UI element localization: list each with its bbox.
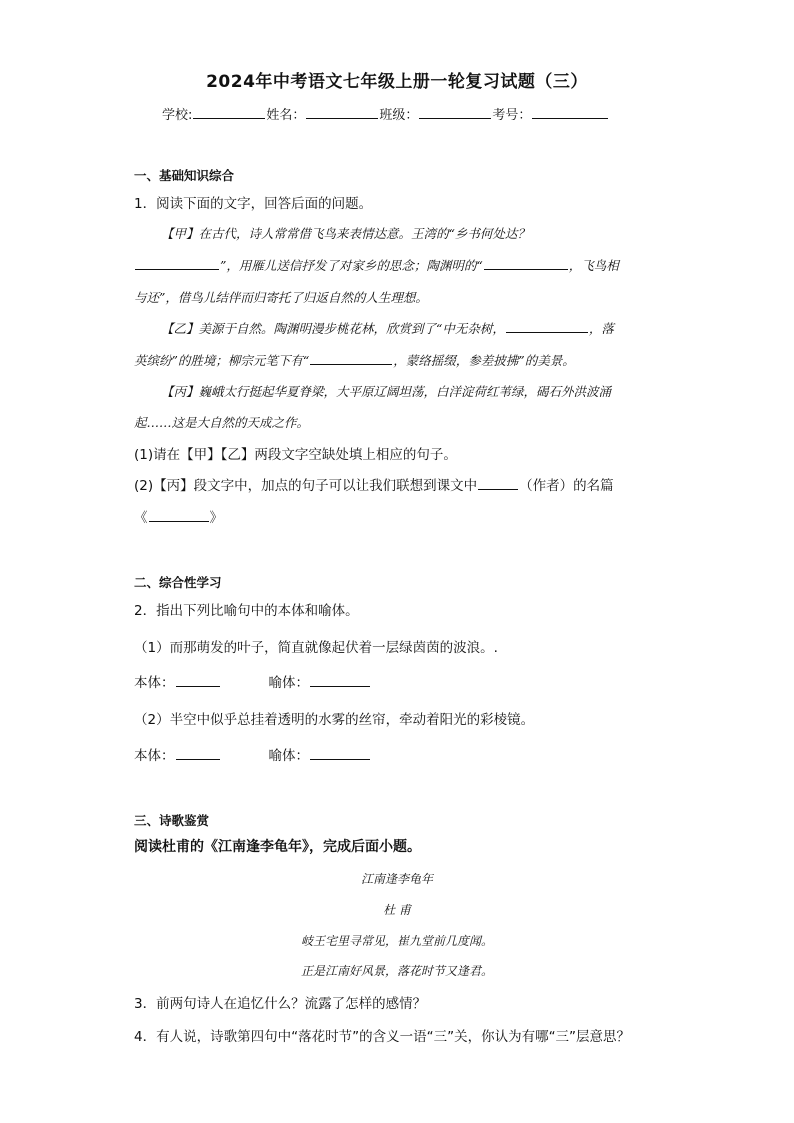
section-3-heading: 三、诗歌鉴赏	[134, 813, 210, 828]
school-label: 学校:	[162, 108, 193, 123]
answer-line-1	[134, 671, 371, 691]
yuti-blank-2[interactable]	[310, 747, 370, 760]
name-blank[interactable]	[306, 106, 378, 119]
yi-blank-2[interactable]	[310, 352, 392, 365]
benti-blank-1[interactable]	[176, 674, 220, 687]
para-bing-line1: 【丙】巍峨太行挺起华夏脊梁，大平原辽阔坦荡，白洋淀荷红苇绿，碣石外洪波涌	[161, 384, 612, 399]
para-jia-line3: 与还”，借鸟儿结伴而归寄托了归返自然的人生理想。	[134, 290, 428, 305]
poem-intro: 阅读杜甫的《江南逢李龟年》，完成后面小题。	[134, 839, 421, 855]
book-bracket-close: 》	[209, 510, 223, 526]
answer-line-2	[134, 744, 371, 764]
class-label: 班级：	[379, 108, 419, 123]
exam-no-label: 考号：	[492, 108, 532, 123]
exam-no-blank[interactable]	[532, 106, 608, 119]
jia-blank-1[interactable]	[135, 257, 219, 270]
benti-label: 本体：	[134, 675, 175, 691]
sub2-text-a: (2)【丙】段文字中，加点的句子可以让我们联想到课文中	[134, 478, 478, 494]
question-3: 3．前两句诗人在追忆什么？流露了怎样的感情？	[134, 996, 427, 1012]
yuti-blank-1[interactable]	[310, 674, 370, 687]
yi-blank-1[interactable]	[506, 320, 588, 333]
name-label: 姓名：	[266, 108, 306, 123]
sub2-text-b: （作者）的名篇	[519, 478, 614, 494]
benti-label: 本体：	[134, 748, 175, 764]
benti-blank-2[interactable]	[176, 747, 220, 760]
yi-text-4: ，蒙络摇缀，参差披拂”的美景。	[393, 353, 575, 368]
question-4: 4．有人说，诗歌第四句中“落花时节”的含义一语“三”关，你认为有哪“三”层意思？	[134, 1029, 631, 1045]
para-jia-line1: 【甲】在古代，诗人常常借飞鸟来表情达意。王湾的“乡书何处达？	[161, 226, 530, 241]
class-blank[interactable]	[419, 106, 491, 119]
yuti-label: 喻体：	[268, 748, 309, 764]
section-2-heading: 二、综合性学习	[134, 575, 222, 590]
jia-text-1: ”，用雁儿送信抒发了对家乡的思念；陶渊明的“	[220, 258, 483, 273]
student-info-line	[162, 104, 609, 123]
yi-text-2: ，落	[588, 321, 614, 336]
poem-line-1: 岐王宅里寻常见，崔九堂前几度闻。	[300, 934, 493, 948]
question-2: 2．指出下列比喻句中的本体和喻体。	[134, 603, 359, 619]
work-title-blank[interactable]	[149, 509, 209, 522]
sub-question-2	[134, 474, 614, 494]
para-yi-line2	[134, 351, 575, 369]
question-2-item-2: （2）半空中似乎总挂着透明的水雾的丝帘，牵动着阳光的彩棱镜。	[134, 712, 535, 728]
jia-text-2: ，飞鸟相	[568, 258, 619, 273]
yuti-label: 喻体：	[268, 675, 309, 691]
author-blank[interactable]	[478, 477, 518, 490]
para-bing-line2: 起……这是大自然的天成之作。	[134, 415, 310, 430]
sub-question-1: (1)请在【甲】【乙】两段文字空缺处填上相应的句子。	[134, 447, 457, 463]
poem-line-2: 正是江南好风景，落花时节又逢君。	[300, 964, 493, 978]
poem-author: 杜 甫	[383, 903, 411, 917]
jia-blank-2[interactable]	[484, 257, 568, 270]
question-1: 1．阅读下面的文字，回答后面的问题。	[134, 196, 373, 212]
para-yi-line1	[161, 319, 614, 337]
poem-title: 江南逢李龟年	[360, 872, 433, 886]
para-jia-line2	[134, 256, 619, 274]
book-bracket-open: 《	[134, 510, 148, 526]
yi-text-3: 英缤纷”的胜境；柳宗元笔下有“	[134, 353, 310, 368]
school-blank[interactable]	[193, 106, 265, 119]
section-1-heading: 一、基础知识综合	[134, 168, 235, 183]
page-title: 2024年中考语文七年级上册一轮复习试题（三）	[206, 72, 588, 92]
yi-text-1: 【乙】美源于自然。陶渊明漫步桃花林，欣赏到了“中无杂树，	[161, 321, 505, 336]
question-2-item-1: （1）而那萌发的叶子，简直就像起伏着一层绿茵茵的波浪。.	[134, 640, 498, 656]
sub-question-2-title-line	[134, 506, 223, 526]
